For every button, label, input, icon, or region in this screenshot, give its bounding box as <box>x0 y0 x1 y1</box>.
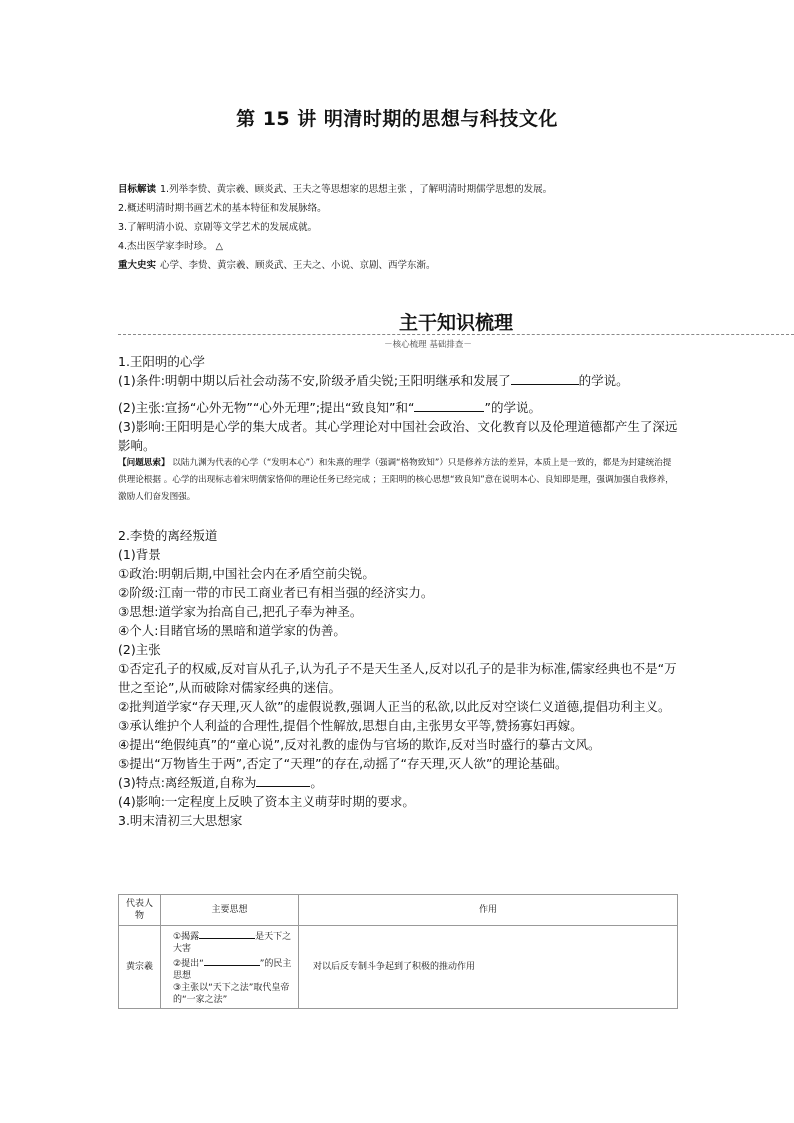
key-facts-label: 重大史实 <box>118 260 157 271</box>
main-content <box>118 352 678 830</box>
question-thinking-tag: 【问题思索】 <box>118 458 170 468</box>
spacer <box>118 390 678 398</box>
features-line: (3)特点:离经叛道,自称为 。 <box>118 775 323 790</box>
impact-line: (4)影响:一定程度上反映了资本主义萌芽时期的要求。 <box>118 794 415 809</box>
fill-blank[interactable] <box>414 398 484 412</box>
thinkers-table <box>118 894 678 1009</box>
table-header: 作用 <box>299 895 678 926</box>
section-divider <box>118 334 794 335</box>
claim-item: ⑤提出“万物皆生于两”,否定了“天理”的存在,动摇了“存天理,灭人欲”的理论基础。 <box>118 756 568 771</box>
background-item: ④个人:目睹官场的黑暗和道学家的伪善。 <box>118 623 346 638</box>
table-header: 代表人物 <box>119 895 161 926</box>
claim-item: ②批判道学家“存天理,灭人欲”的虚假说教,强调人正当的私欲,以此反对空谈仁义道德,提倡功利主义。 <box>118 699 671 714</box>
goals-line-1: 目标解读 1.列举李贽、黄宗羲、顾炎武、王夫之等思想家的思想主张 ，了解明清时期儒学思想的发展。 <box>118 184 553 195</box>
key-facts: 重大史实 心学、李贽、黄宗羲、顾炎武、王夫之、小说、京剧、西学东渐。 <box>118 260 436 271</box>
claim-item: ①否定孔子的权威,反对盲从孔子,认为孔子不是天生圣人,反对以孔子的是非为标准,儒家经典也不是“万世之至论”,从而破除对儒家经典的迷信。 <box>118 661 677 695</box>
goals-line-3: 3.了解明清小说、京剧等文学艺术的发展成就。 <box>118 222 318 233</box>
claim-item: ③承认维护个人利益的合理性,提倡个性解放,思想自由,主张男女平等,赞扬寡妇再嫁。 <box>118 718 583 733</box>
condition-line: (1)条件:明朝中期以后社会动荡不安,阶级矛盾尖锐;王阳明继承和发展了 的学说。 <box>118 373 629 388</box>
table-header-row <box>119 895 678 926</box>
idea-item: ③主张以“天下之法”取代皇帝的“一家之法” <box>173 983 290 1005</box>
influence-line: (3)影响:王阳明是心学的集大成者。其心学理论对中国社会政治、文化教育以及伦理道德都产生了深远影响。 <box>118 419 678 453</box>
section-title: 主干知识梳理 <box>398 312 513 334</box>
table-row <box>119 926 678 1009</box>
section-header <box>118 308 794 348</box>
table-header: 主要思想 <box>161 895 299 926</box>
heading-wang-yangming: 1.王阳明的心学 <box>118 354 205 369</box>
claim-line: (2)主张:宣扬“心外无物”“心外无理”;提出“致良知”和“ ”的学说。 <box>118 400 541 415</box>
fill-blank[interactable] <box>199 928 255 939</box>
background-item: ②阶级:江南一带的市民工商业者已有相当强的经济实力。 <box>118 585 434 600</box>
heading-li-zhi: 2.李贽的离经叛道 <box>118 528 218 543</box>
idea-item: ①揭露 是天下之大害 <box>165 928 294 955</box>
claims-heading: (2)主张 <box>118 642 161 657</box>
heading-three-thinkers: 3.明末清初三大思想家 <box>118 813 243 828</box>
main-ideas-cell <box>161 926 299 1009</box>
question-thinking: 【问题思索】 以陆九渊为代表的心学（“发明本心”）和朱熹的理学（强调“格物致知”）只是修养方法的差异，本质上是一致的，都是为封建统治提供理论根据 。心学的出现标志着宋明儒家恪仰的理论任务已经完成 ；王阳明的核心思想“致良知”意在说明本心、良知即是理，强调加强自我修养，激励人们奋发图强。 <box>118 458 674 502</box>
goals-line-4: 4.杰出医学家李时珍。 △ <box>118 241 223 252</box>
effect-cell: 对以后反专制斗争起到了积极的推动作用 <box>299 926 678 1009</box>
goals-line-2: 2.概述明清时期书画艺术的基本特征和发展脉络。 <box>118 203 327 214</box>
background-heading: (1)背景 <box>118 547 161 562</box>
spacer <box>118 506 678 526</box>
background-item: ③思想:道学家为抬高自己,把孔子奉为神圣。 <box>118 604 363 619</box>
goals-label: 目标解读 <box>118 184 157 195</box>
fill-blank[interactable] <box>511 371 579 385</box>
fill-blank[interactable] <box>256 773 310 787</box>
thinker-name: 黄宗羲 <box>119 926 161 1009</box>
section-subtitle: －核心梳理 基础排查－ <box>384 340 472 350</box>
background-item: ①政治:明朝后期,中国社会内在矛盾空前尖锐。 <box>118 566 375 581</box>
fill-blank[interactable] <box>204 955 260 966</box>
idea-item: ②提出“ ”的民主思想 <box>165 955 294 982</box>
learning-goals <box>118 180 738 275</box>
page-title: 第 15 讲 明清时期的思想与科技文化 <box>236 108 558 130</box>
claim-item: ④提出“绝假纯真”的“童心说”,反对礼教的虚伪与官场的欺诈,反对当时盛行的摹古文风。 <box>118 737 601 752</box>
